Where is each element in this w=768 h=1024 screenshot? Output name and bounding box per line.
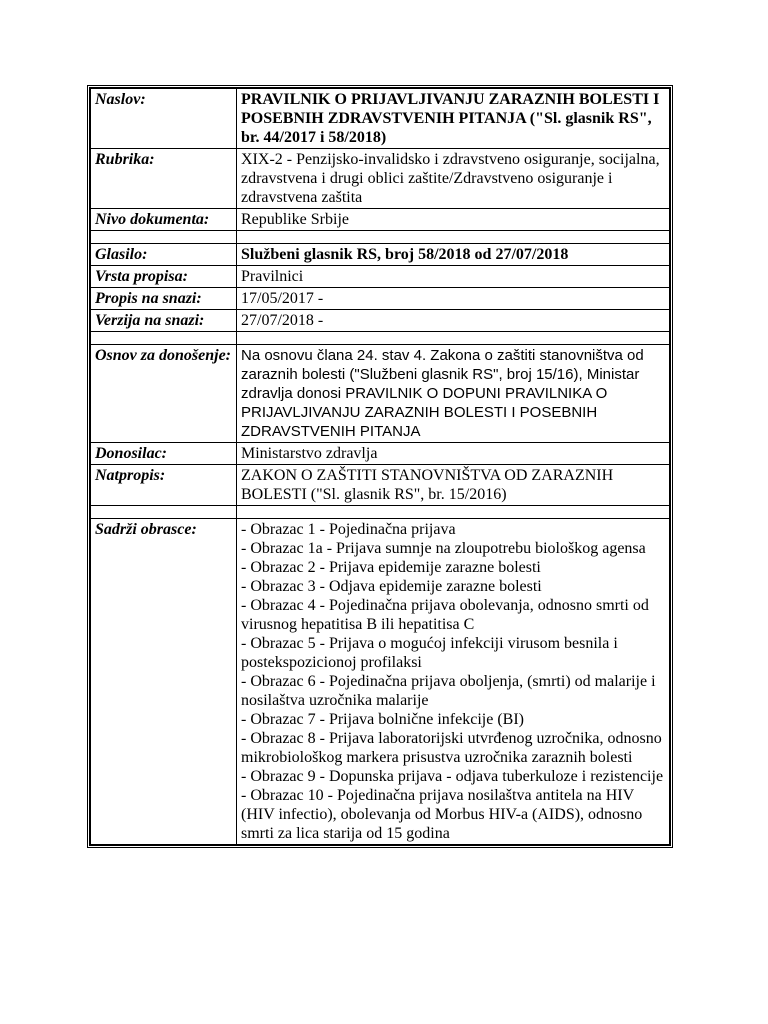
row-vrsta (91, 266, 670, 288)
row-natpropis (91, 465, 670, 506)
form-item: - Obrazac 1a - Prijava sumnje na zloupotrebu biološkog agensa (241, 540, 646, 557)
row-verzija (91, 310, 670, 332)
forms-list (237, 519, 670, 845)
row-rubrika (91, 149, 670, 209)
value-naslov: PRAVILNIK O PRIJAVLJIVANJU ZARAZNIH BOLESTI I POSEBNIH ZDRAVSTVENIH PITANJA ("Sl. glasnik RS", br. 44/2017 i 58/2018) (237, 89, 670, 149)
row-donosilac (91, 443, 670, 465)
row-sadrzi (91, 519, 670, 845)
label-nivo: Nivo dokumenta: (91, 209, 237, 231)
row-nivo (91, 209, 670, 231)
row-propis (91, 288, 670, 310)
value-vrsta: Pravilnici (237, 266, 670, 288)
label-propis: Propis na snazi: (91, 288, 237, 310)
form-item: - Obrazac 2 - Prijava epidemije zarazne bolesti (241, 559, 541, 576)
form-item: - Obrazac 8 - Prijava laboratorijski utvrđenog uzročnika, odnosno mikrobiološkog markera prisustva uzročnika zaraznih bolesti (241, 730, 662, 766)
value-glasilo: Službeni glasnik RS, broj 58/2018 od 27/07/2018 (237, 244, 670, 266)
form-item: - Obrazac 5 - Prijava o mogućoj infekciji virusom besnila i postekspozicionoj profilaksi (241, 635, 618, 671)
form-item: - Obrazac 1 - Pojedinačna prijava (241, 521, 456, 538)
spacer-cell (237, 231, 670, 244)
value-osnov: Na osnovu člana 24. stav 4. Zakona o zaštiti stanovništva od zaraznih bolesti ("Službeni glasnik RS", broj 15/16), Ministar zdravlja donosi PRAVILNIK O DOPUNI PRAVILNIKA O PRIJAVLJIVANJU ZARAZNIH BOLESTI I POSEBNIH ZDRAVSTVENIH PITANJA (237, 345, 670, 443)
label-glasilo: Glasilo: (91, 244, 237, 266)
spacer-cell (91, 506, 237, 519)
document-metadata-sheet (87, 85, 673, 848)
spacer-cell (237, 332, 670, 345)
row-glasilo (91, 244, 670, 266)
label-vrsta: Vrsta propisa: (91, 266, 237, 288)
label-naslov: Naslov: (91, 89, 237, 149)
spacer-cell (237, 506, 670, 519)
label-rubrika: Rubrika: (91, 149, 237, 209)
value-verzija: 27/07/2018 - (237, 310, 670, 332)
spacer-row (91, 332, 670, 345)
value-nivo: Republike Srbije (237, 209, 670, 231)
spacer-row (91, 231, 670, 244)
form-item: - Obrazac 10 - Pojedinačna prijava nosilaštva antitela na HIV (HIV infectio), obolevanja od Morbus HIV-a (AIDS), odnosno smrti za lica starija od 15 godina (241, 787, 643, 842)
label-osnov: Osnov za donošenje: (91, 345, 237, 443)
form-item: - Obrazac 9 - Dopunska prijava - odjava tuberkuloze i rezistencije (241, 768, 664, 785)
row-osnov (91, 345, 670, 443)
value-propis: 17/05/2017 - (237, 288, 670, 310)
row-naslov (91, 89, 670, 149)
label-sadrzi: Sadrži obrasce: (91, 519, 237, 845)
form-item: - Obrazac 3 - Odjava epidemije zarazne bolesti (241, 578, 542, 595)
label-donosilac: Donosilac: (91, 443, 237, 465)
value-natpropis: ZAKON O ZAŠTITI STANOVNIŠTVA OD ZARAZNIH BOLESTI ("Sl. glasnik RS", br. 15/2016) (237, 465, 670, 506)
form-item: - Obrazac 4 - Pojedinačna prijava obolevanja, odnosno smrti od virusnog hepatitisa B ili hepatitisa C (241, 597, 649, 633)
label-verzija: Verzija na snazi: (91, 310, 237, 332)
spacer-cell (91, 231, 237, 244)
value-rubrika: XIX-2 - Penzijsko-invalidsko i zdravstveno osiguranje, socijalna, zdravstvena i drugi oblici zaštite/Zdravstveno osiguranje i zdravstvena zaštita (237, 149, 670, 209)
form-item: - Obrazac 7 - Prijava bolnične infekcije (BI) (241, 711, 524, 728)
form-item: - Obrazac 6 - Pojedinačna prijava oboljenja, (smrti) od malarije i nosilaštva uzročnika malarije (241, 673, 656, 709)
value-donosilac: Ministarstvo zdravlja (237, 443, 670, 465)
metadata-table (90, 88, 670, 845)
label-natpropis: Natpropis: (91, 465, 237, 506)
spacer-cell (91, 332, 237, 345)
spacer-row (91, 506, 670, 519)
